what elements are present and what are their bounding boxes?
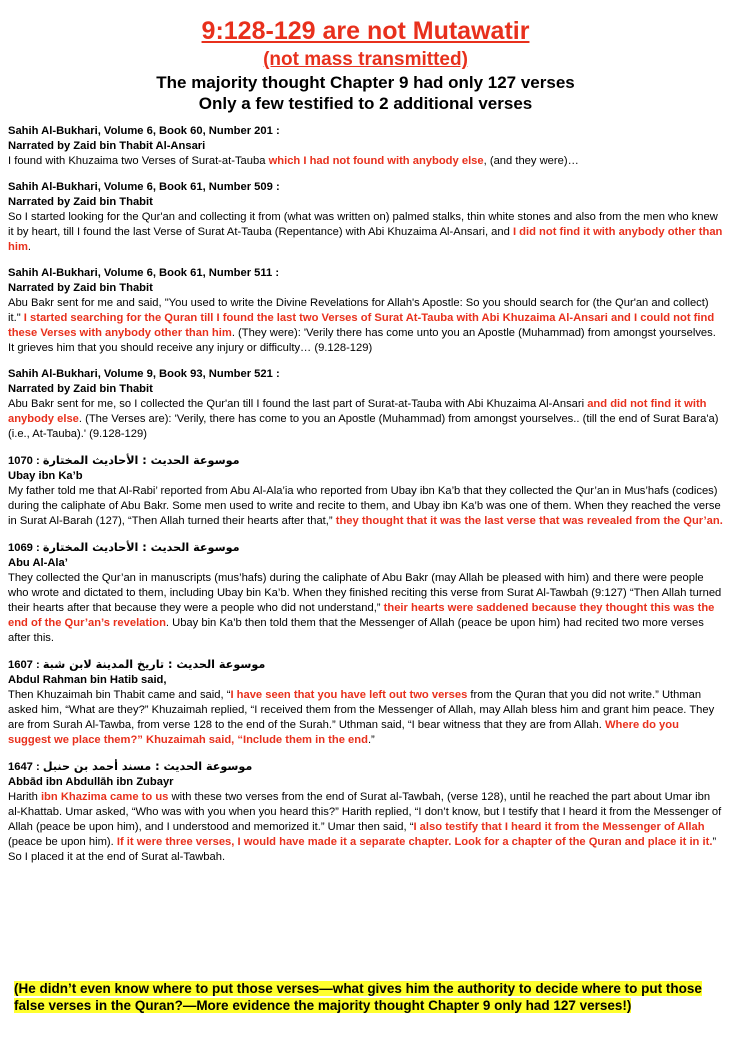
- headline-2: Only a few testified to 2 additional verses: [198, 94, 533, 113]
- text-segment: . (They were): 'Verily there has come unto you an Apostle (Muhammad) from amongst yourselves. It grieves him that you should receive any injury or difficulty… (9.128-129): [8, 327, 716, 354]
- hadith-section: [8, 367, 723, 442]
- hadith-reference: [8, 759, 723, 775]
- page-subtitle: (not mass transmitted): [263, 49, 468, 70]
- hadith-number: 1647 :: [8, 761, 40, 773]
- text-segment: Then Khuzaimah bin Thabit came and said, “: [8, 689, 231, 701]
- highlighted-text: which I had not found with anybody else: [268, 155, 484, 167]
- hadith-number: 1607 :: [8, 659, 40, 671]
- highlighted-footnote: [14, 980, 714, 1014]
- highlighted-text: I have seen that you have left out two verses: [230, 689, 468, 701]
- hadith-narrator: Narrated by Zaid bin Thabit Al-Ansari: [8, 140, 206, 152]
- hadith-narrator: Narrated by Zaid bin Thabit: [8, 282, 153, 294]
- highlighted-text: I also testify that I heard it from the Messenger of Allah: [413, 821, 705, 833]
- hadith-text: [8, 790, 723, 865]
- hadith-number: 1069 :: [8, 542, 40, 554]
- text-segment: Abu Bakr sent for me and said, "You used to write the Divine Revelations for Allah's Apostle: So you should search for (the Qur'an and collect) it.": [8, 297, 709, 324]
- highlighted-text: Where do you suggest we place them?” Khuzaimah said, “Include them in the end: [8, 719, 679, 746]
- hadith-section: [8, 266, 723, 356]
- arabic-source: موسوعة الحديث : مسند أحمد بن حنبل: [42, 760, 253, 773]
- hadith-narrator: Abbād ibn Abdullāh ibn Zubayr: [8, 776, 174, 788]
- highlighted-text: their hearts were saddened because they thought this was the end of the Qur’an’s revelation: [8, 602, 715, 629]
- highlighted-text: If it were three verses, I would have made it a separate chapter. Look for a chapter of the Quran and place it in it.: [116, 836, 713, 848]
- hadith-number: 1070 :: [8, 455, 40, 467]
- text-segment: ” So I placed it at the end of Surat al-Tawbah.: [8, 836, 717, 863]
- hadith-reference: Sahih Al-Bukhari, Volume 6, Book 60, Number 201 :: [8, 125, 280, 137]
- hadith-text: [8, 296, 723, 356]
- headline-1: The majority thought Chapter 9 had only 127 verses: [156, 73, 575, 92]
- hadith-section: [8, 453, 723, 529]
- hadith-section: [8, 180, 723, 255]
- hadith-reference: [8, 657, 723, 673]
- hadith-narrator: Narrated by Zaid bin Thabit: [8, 383, 153, 395]
- text-segment: .: [27, 241, 31, 253]
- hadith-section: [8, 759, 723, 865]
- highlighted-text: I started searching for the Quran till I found the last two Verses of Surat At-Tauba with Abi Khuzaima Al-Ansari and I could not find these Verses with anybody other than him: [8, 312, 715, 339]
- text-segment: Harith: [8, 791, 41, 803]
- hadith-reference: [8, 453, 723, 469]
- text-segment: . Ubay bin Ka’b then told them that the Messenger of Allah (peace be upon him) had recited two more verses after this.: [8, 617, 704, 644]
- document-page: [0, 16, 731, 865]
- hadith-text: [8, 154, 723, 169]
- text-segment: They collected the Qur’an in manuscripts (mus’hafs) during the caliphate of Abu Bakr (may Allah be pleased with him) and there were people who wrote and dictated to them, including Ubay bin Ka’b. When they finished reciting this verse from Surat Al-Tawbah (9:127) “Then Allah turned their hearts after that because they were a people who did not understand,”: [8, 572, 722, 614]
- hadith-reference: Sahih Al-Bukhari, Volume 6, Book 61, Number 509 :: [8, 181, 280, 193]
- text-segment: My father told me that Al-Rabi’ reported from Abu Al-Ala’ia who reported from Ubay ibn Ka’b that they collected the Qur’an in Mus’hafs (codices) during the caliphate of Abu Bakr. Some men used to write and recite to them, and Ubay ibn Ka’b was one of them. When they reached the verse in Surat Al-Barah (127), “Then Allah turned their hearts after that,”: [8, 485, 721, 527]
- hadith-section: [8, 540, 723, 646]
- arabic-source: موسوعة الحديث : الأحاديث المختارة: [42, 454, 240, 467]
- hadith-text: [8, 571, 723, 646]
- text-segment: . (The Verses are): 'Verily, there has come to you an Apostle (Muhammad) from amongst yourselves.. (till the end of Surat Bara'a) (i.e., At-Tauba).' (9.128-129): [8, 413, 719, 440]
- hadith-reference: [8, 540, 723, 556]
- hadith-narrator: Narrated by Zaid bin Thabit: [8, 196, 153, 208]
- highlighted-text: ibn Khazima came to us: [40, 791, 169, 803]
- text-segment: with these two verses from the end of Surat al-Tawbah, (verse 128), until he reached the part about Umar ibn al-Khattab. Umar asked, “Who was with you when you heard this?” Harith replied, “I don’t know, but I testify that I heard it from the Messenger of Allah (peace be upon him), and I understood and memorized it.” Umar then said, “: [8, 791, 722, 833]
- text-segment: (peace be upon him).: [8, 836, 117, 848]
- text-segment: Abu Bakr sent for me, so I collected the Qur'an till I found the last part of Surat-at-Tauba with Abi Khuzaima Al-Ansari: [8, 398, 588, 410]
- hadith-text: [8, 484, 723, 529]
- arabic-source: موسوعة الحديث : تاريخ المدينة لابن شبة: [42, 658, 266, 671]
- arabic-source: موسوعة الحديث : الأحاديث المختارة: [42, 541, 240, 554]
- page-title: 9:128-129 are not Mutawatir: [201, 17, 530, 45]
- hadith-section: [8, 124, 723, 169]
- hadith-narrator: Ubay ibn Ka’b: [8, 470, 83, 482]
- text-segment: I found with Khuzaima two Verses of Surat-at-Tauba: [8, 155, 269, 167]
- text-segment: So I started looking for the Qur'an and collecting it from (what was written on) palmed stalks, thin white stones and also from the men who knew it by heart, till I found the last Verse of Surat At-Tauba (Repentance) with Abi Khuzaima Al-Ansari, and: [8, 211, 718, 238]
- hadith-section: [8, 657, 723, 748]
- highlighted-text: I did not find it with anybody other than him: [8, 226, 723, 253]
- hadith-narrator: Abdul Rahman bin Hatib said,: [8, 674, 167, 686]
- text-segment: , (and they were)…: [483, 155, 579, 167]
- hadith-text: [8, 397, 723, 442]
- footnote-text: (He didn’t even know where to put those verses—what gives him the authority to decide where to put those false verses in the Quran?—More evidence the majority thought Chapter 9 only had 127 verses!): [14, 981, 702, 1013]
- hadith-text: [8, 688, 723, 748]
- text-segment: .”: [367, 734, 375, 746]
- text-segment: from the Quran that you did not write.” Uthman asked him, “What are they?” Khuzaimah replied, “I received them from the Messenger of Allah, may Allah bless him and grant him peace. They are from Surah Al-Tawba, from verse 128 to the end of the Surah.” Uthman said, “I bear witness that they are from Allah.: [8, 689, 715, 731]
- hadith-narrator: Abu Al-Ala’: [8, 557, 68, 569]
- highlighted-text: they thought that it was the last verse that was revealed from the Qur’an.: [335, 515, 723, 527]
- hadith-text: [8, 210, 723, 255]
- highlighted-text: and did not find it with anybody else: [8, 398, 707, 425]
- hadith-reference: Sahih Al-Bukhari, Volume 6, Book 61, Number 511 :: [8, 267, 280, 279]
- hadith-reference: Sahih Al-Bukhari, Volume 9, Book 93, Number 521 :: [8, 368, 280, 380]
